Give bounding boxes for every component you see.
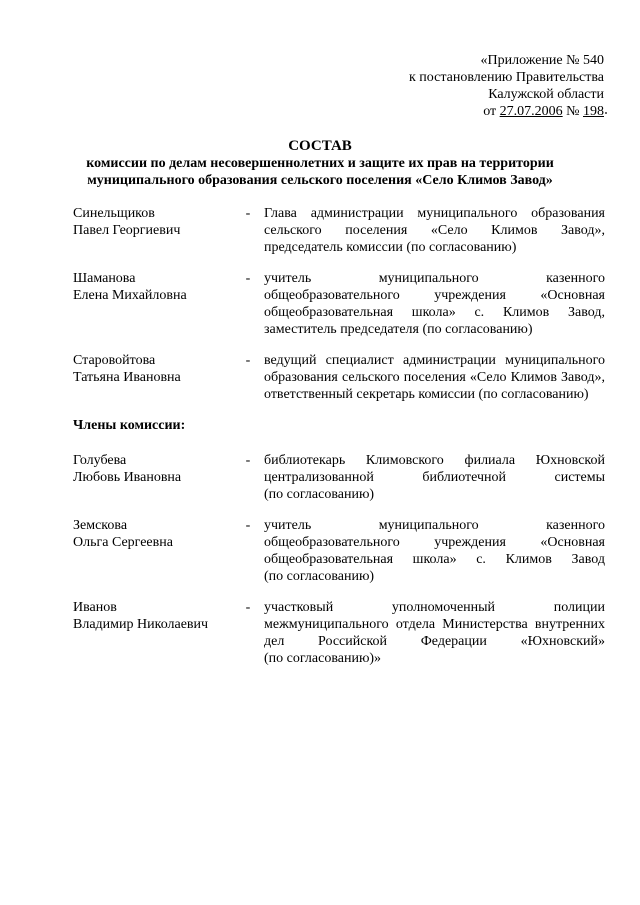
person-surname: Старовойтова: [73, 353, 156, 368]
role-line: учитель муниципального казенного: [264, 271, 605, 286]
members-heading: Члены комиссии:: [73, 418, 186, 433]
role-line: общеобразовательного учреждения «Основная: [264, 535, 605, 550]
appendix-line-1: «Приложение № 540: [480, 53, 604, 68]
document-subtitle: [70, 155, 570, 189]
role-line: Глава администрации муниципального образования: [264, 206, 605, 221]
person-given-names: Елена Михайловна: [73, 288, 187, 303]
person-name: [73, 452, 243, 486]
person-role: [264, 452, 605, 503]
role-line: централизованной библиотечной системы: [264, 470, 605, 485]
role-line: дел Российской Федерации «Юхновский»: [264, 634, 605, 649]
appendix-line-3: Калужской области: [488, 87, 604, 102]
dash-separator: -: [245, 353, 251, 368]
role-line: образования сельского поселения «Село Климов Завод»,: [264, 370, 605, 385]
role-line: (по согласованию): [264, 487, 375, 502]
appendix-number-sign: №: [562, 104, 583, 119]
appendix-date: 27.07.2006: [499, 104, 563, 119]
role-line: ответственный секретарь комиссии (по согласованию): [264, 387, 589, 402]
role-line: межмуниципального отдела Министерства внутренних: [264, 617, 605, 632]
person-name: [73, 599, 243, 633]
appendix-header: [284, 52, 604, 120]
role-line: библиотекарь Климовского филиала Юхновской: [264, 453, 605, 468]
person-given-names: Любовь Ивановна: [73, 470, 182, 485]
dash-separator: -: [245, 518, 251, 533]
appendix-line-4: [284, 103, 604, 120]
role-line: председатель комиссии (по согласованию): [264, 240, 517, 255]
appendix-date-prefix: от: [483, 104, 500, 119]
person-given-names: Ольга Сергеевна: [73, 535, 173, 550]
role-line: участковый уполномоченный полиции: [264, 600, 605, 615]
person-role: [264, 205, 605, 256]
appendix-number: 198: [583, 104, 604, 119]
person-given-names: Владимир Николаевич: [73, 617, 209, 632]
document-title: СОСТАВ: [288, 138, 352, 154]
role-line: заместитель председателя (по согласованию): [264, 322, 533, 337]
person-given-names: Павел Георгиевич: [73, 223, 181, 238]
role-line: учитель муниципального казенного: [264, 518, 605, 533]
dash-separator: -: [245, 271, 251, 286]
person-surname: Иванов: [73, 600, 117, 615]
dash-separator: -: [245, 600, 251, 615]
dash-separator: -: [245, 206, 251, 221]
person-surname: Синельщиков: [73, 206, 155, 221]
role-line: (по согласованию): [264, 569, 375, 584]
role-line: общеобразовательная школа» с. Климов Завод: [264, 552, 605, 567]
person-name: [73, 270, 243, 304]
dash-separator: -: [245, 453, 251, 468]
subtitle-line-1: комиссии по делам несовершеннолетних и защите их прав на территории: [86, 156, 554, 171]
person-name: [73, 205, 243, 239]
appendix-line-2: к постановлению Правительства: [408, 70, 604, 85]
person-name: [73, 352, 243, 386]
role-line: сельского поселения «Село Климов Завод»,: [264, 223, 605, 238]
role-line: общеобразовательная школа» с. Климов Завод,: [264, 305, 605, 320]
role-line: общеобразовательного учреждения «Основная: [264, 288, 605, 303]
person-surname: Шаманова: [73, 271, 136, 286]
person-surname: Голубева: [73, 453, 127, 468]
person-surname: Земскова: [73, 518, 128, 533]
subtitle-line-2: муниципального образования сельского поселения «Село Климов Завод»: [87, 173, 553, 188]
person-role: [264, 352, 605, 403]
role-line: ведущий специалист администрации муниципального: [264, 353, 605, 368]
person-role: [264, 517, 605, 585]
person-role: [264, 599, 605, 667]
scan-dot: [605, 112, 607, 114]
person-given-names: Татьяна Ивановна: [73, 370, 181, 385]
person-role: [264, 270, 605, 338]
role-line: (по согласованию)»: [264, 651, 382, 666]
person-name: [73, 517, 243, 551]
